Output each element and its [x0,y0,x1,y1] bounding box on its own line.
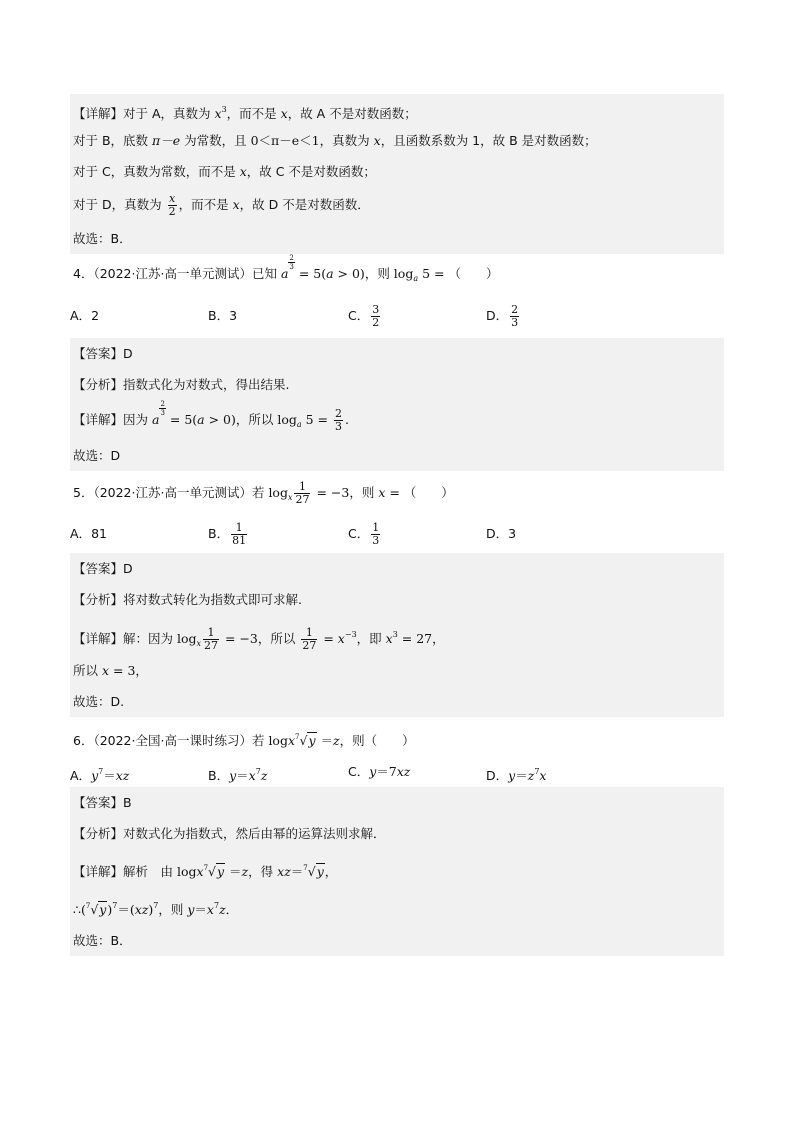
math-var: z [241,864,249,879]
fraction [301,627,317,652]
math-expr: ＝ [316,733,334,748]
q5-so-line [70,655,724,686]
text: ，而不是 [178,197,233,212]
math-expr: ∴( [73,902,86,917]
math-var: a [280,266,289,281]
text: ，所以 [257,631,300,646]
q4-choose: 故选：D [73,448,121,463]
nth-root: $^7$√y [203,864,225,879]
q4-answer: 【答案】D [73,346,133,361]
q3-detail-line-1 [70,94,724,125]
denominator: 3 [160,409,165,417]
q4-option-d[interactable] [486,294,521,338]
subscript: a [413,274,419,283]
option-letter: B． [208,526,230,541]
q6-choose: 故选：B． [73,933,132,948]
denominator: 2 [168,205,176,218]
q6-option-c[interactable] [348,757,410,787]
exponent: 7 [534,767,540,776]
q4-option-c[interactable] [348,294,382,338]
q6-stem [70,717,724,757]
root-index: 7 [85,902,91,910]
math-expr: ＝ [236,768,249,783]
option-letter: D． [486,768,509,783]
q4-detail [70,400,724,440]
subscript: a [296,420,302,429]
exponent: 7 [153,901,159,910]
numerator: 1 [231,522,247,535]
math-var: y [91,768,99,783]
text: ． [225,902,239,917]
math-var: x [196,864,204,879]
text: ， [432,631,445,646]
math-expr: = 5( [294,266,327,281]
fraction [168,193,177,218]
math-var: x [385,631,393,646]
subscript: x [287,493,293,502]
denominator: 27 [204,639,219,652]
option-letter: A． [70,526,92,541]
math-expr: π－e [152,133,181,148]
math-var: xz [396,764,411,779]
option-letter: B． [208,308,230,323]
math-var: xz [277,864,291,879]
math-expr: > 0) [333,266,365,281]
q5-options [70,515,724,553]
fraction [203,627,219,652]
math-var: x [337,631,345,646]
text: ，而不是 [226,106,281,121]
numerator: 1 [301,627,317,640]
q5-detail [70,615,724,655]
math-func: log [277,412,297,427]
denominator: 27 [295,493,310,506]
math-var: a [197,412,205,427]
radicand: y [217,864,225,879]
q5-choose: 故选：D. [73,694,125,709]
math-var: x [248,768,256,783]
math-expr: ＝ [103,768,116,783]
numerator: 2 [289,254,294,262]
q5-stem [70,471,724,515]
denominator: 3 [335,420,343,433]
fraction [334,408,343,433]
math-var: y [508,768,516,783]
denominator: 27 [302,639,317,652]
text: ，所以 [235,412,278,427]
math-expr: ＝ [290,864,304,879]
math-expr: 0＜π－e＜1 [250,133,320,148]
text: 4．（2022·江苏·高一单元测试）已知 [73,266,281,281]
math-var: x [287,733,296,748]
math-func: log [268,733,288,748]
numerator: 1 [372,521,380,534]
text: ，则（ ） [339,733,415,748]
math-expr: = 27 [397,631,433,646]
q5-solution-block [70,553,724,717]
q6-options [70,757,724,787]
subscript: x [196,639,202,648]
math-func: log [176,631,197,646]
exponent: 3 [221,105,227,114]
math-var: x [239,164,247,179]
text: 【详解】因为 [73,412,152,427]
math-expr: ＝7 [376,764,397,779]
q6-answer: 【答案】B [73,795,132,810]
math-var: xz [134,902,149,917]
math-var: x [373,133,381,148]
math-expr: ＝ [225,864,242,879]
math-var: x [214,106,222,121]
text: 【详解】解析 由 [73,864,177,879]
text: ，故 D 不是对数函数． [239,197,370,212]
math-expr: > 0) [204,412,236,427]
root-index: 7 [295,733,300,741]
nth-root: $^7$√y [303,864,324,879]
root-index: 7 [203,864,209,872]
denominator: 3 [372,534,380,547]
math-var: z [219,902,226,917]
numerator: 3 [372,303,380,316]
option-letter: A． [70,308,92,323]
q6-therefore-line [70,887,724,925]
text: ，真数为 [319,133,374,148]
q4-option-a[interactable] [70,294,99,338]
text: ， [135,663,148,678]
math-expr: 5 = （ ） [418,266,499,281]
text: 【详解】对于 A，真数为 [73,106,215,121]
q6-option-b[interactable] [208,757,267,791]
q4-analysis: 【分析】指数式化为对数式，得出结果. [73,377,290,392]
root-index: 7 [303,864,308,872]
math-var: x [280,106,288,121]
numerator: 1 [294,481,310,494]
math-var: xz [115,768,130,783]
option-letter: C． [348,764,370,779]
math-var: y [369,764,377,779]
option-text: 3 [508,526,517,541]
math-var: a [151,412,160,427]
q6-detail [70,849,724,887]
q6-option-a[interactable] [70,757,129,791]
text: . [345,412,349,427]
text: ，则 [349,485,379,500]
fraction [510,304,519,329]
option-letter: D． [486,526,509,541]
text: ，故 C 不是对数函数； [246,164,376,179]
option-text: 3 [229,308,238,323]
option-letter: C． [348,526,370,541]
option-letter: A． [70,768,92,783]
q5-option-c[interactable] [348,515,382,553]
q4-option-b[interactable] [208,294,237,338]
q5-option-b[interactable] [208,515,249,553]
math-var: x [232,197,240,212]
q4-options [70,294,724,338]
fraction [371,522,380,547]
q3-detail-line-4 [70,187,724,223]
math-var: y [229,768,237,783]
fraction [231,522,247,547]
q5-analysis: 【分析】将对数式转化为指数式即可求解. [73,592,302,607]
math-func: log [393,266,414,281]
denominator: 2 [372,316,380,329]
math-expr: ＝ [194,902,207,917]
math-expr: = （ ） [385,485,454,500]
math-var: z [527,768,535,783]
exponent: 3 [392,630,398,639]
math-expr: 5 = [301,412,333,427]
nth-root: $^7$√y [295,733,316,748]
q4-solution-block [70,338,724,471]
text: ，即 [356,631,386,646]
math-var: z [333,733,340,748]
q3-choose: 故选：B． [73,231,132,246]
text: 对于 B，底数 [73,133,153,148]
text: ， [324,864,338,879]
q3-detail-line-3 [70,156,724,187]
text: ，则 [158,902,188,917]
option-text: 81 [91,526,107,541]
denominator: 3 [289,263,294,271]
numerator: x [168,192,176,205]
text: ，且函数系数为 1，故 B 是对数函数； [380,133,597,148]
numerator: 1 [203,627,219,640]
math-func: log [268,485,288,500]
option-letter: D． [486,308,509,323]
math-var: z [260,768,268,783]
q3-detail-line-2 [70,125,724,156]
q6-analysis: 【分析】对数式化为指数式，然后由幂的运算法则求解． [73,826,386,841]
q5-option-d[interactable] [486,515,516,553]
q6-option-d[interactable] [486,757,546,791]
exponent: 7 [255,767,261,776]
math-var: x [378,485,386,500]
text: 对于 C，真数为常数，而不是 [73,164,240,179]
exponent: 7 [98,767,104,776]
q5-option-a[interactable] [70,515,107,553]
text: 【详解】解：因为 [73,631,177,646]
math-var: x [539,768,547,783]
radicand: y [99,902,107,917]
radicand: y [308,733,316,748]
option-letter: B． [208,768,230,783]
radicand: y [316,864,324,879]
math-expr: = −3 [312,485,350,500]
denominator: 81 [232,534,247,547]
q5-answer: 【答案】D [73,561,133,576]
math-expr: = 5( [165,412,198,427]
text: 对于 D，真数为 [73,197,166,212]
text: ，则 [364,266,394,281]
math-var: y [187,902,195,917]
math-func: log [176,864,197,879]
exponent: 7 [213,901,220,910]
math-expr: = [319,631,338,646]
option-letter: C． [348,308,370,323]
text: 为常数，且 [180,133,251,148]
math-expr: ＝ [515,768,528,783]
numerator: 2 [511,303,519,316]
math-var: x [101,663,110,678]
denominator: 3 [511,316,519,329]
nth-root: $^7$√y [85,902,107,917]
math-var: x [206,902,214,917]
option-text: 2 [91,308,100,323]
q4-stem [70,254,724,294]
text: 5．（2022·江苏·高一单元测试）若 [73,485,269,500]
math-expr: ) [107,902,113,917]
numerator: 2 [335,407,343,420]
numerator: 2 [160,400,165,408]
text: 所以 [73,663,102,678]
q6-solution-block [70,787,724,956]
math-expr: ) [148,902,154,917]
exponent: 7 [112,901,118,910]
text: ，故 A 不是对数函数； [287,106,417,121]
text: ，得 [248,864,278,879]
math-expr: = 3 [109,663,136,678]
q3-detail-block [70,94,724,254]
fraction [371,304,380,329]
text: 6．（2022·全国·高一课时练习）若 [73,733,269,748]
math-expr: ＝( [117,902,135,917]
math-var: a [326,266,334,281]
exponent: −3 [344,630,357,639]
document-page [70,94,724,956]
math-expr: = −3 [221,631,258,646]
fraction [294,481,310,506]
